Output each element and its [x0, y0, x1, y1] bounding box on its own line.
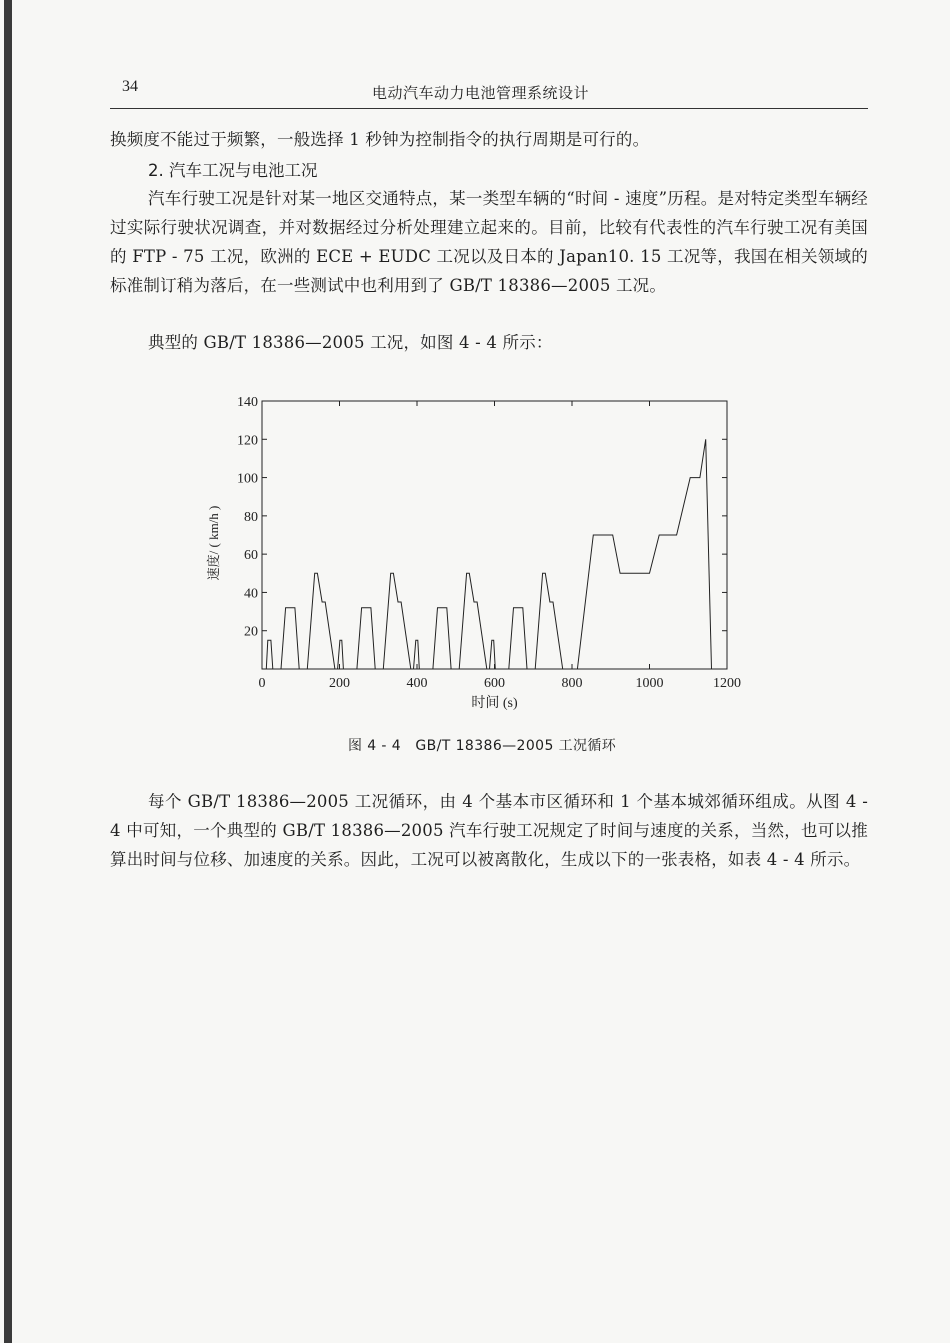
page-edge-shadow [4, 0, 12, 1343]
paragraph-4: 每个 GB/T 18386—2005 工况循环，由 4 个基本市区循环和 1 个基本城郊循环组成。从图 4 - 4 中可知，一个典型的 GB/T 18386—2005 汽车行驶工况规定了时间与速度的关系，当然，也可以推算出时间与位移、加速度的关系。因此，工况可以被离散化，生成以下的一张表格，如表 4 - 4 所示。 [110, 792, 868, 869]
x-tick-label: 200 [329, 676, 350, 691]
x-tick-label: 600 [484, 676, 505, 691]
y-tick-label: 40 [244, 586, 258, 602]
x-tick-label: 1200 [713, 676, 741, 691]
tick-group [237, 395, 741, 691]
y-tick-label: 100 [237, 471, 258, 487]
running-title: 电动汽车动力电池管理系统设计 [372, 84, 590, 102]
paragraph-3: 典型的 GB/T 18386—2005 工况，如图 4 - 4 所示： [148, 333, 553, 352]
page-header [110, 74, 868, 109]
y-tick-label: 20 [244, 624, 258, 640]
chart-svg [200, 385, 760, 715]
x-tick-label: 1000 [635, 676, 664, 691]
y-tick-label: 80 [244, 509, 258, 525]
speed-time-chart [200, 385, 760, 715]
plot-frame [262, 401, 727, 669]
paragraph-2: 汽车行驶工况是针对某一地区交通特点，某一类型车辆的“时间 - 速度”历程。是对特定类型车辆经过实际行驶状况调查，并对数据经过分析处理建立起来的。目前，比较有代表性的汽车行驶工况有美国的 FTP - 75 工况，欧洲的 ECE + EUDC 工况以及日本的 Japan10. 15 工况等，我国在相关领域的标准制订稍为落后，在一些测试中也利用到了 GB/T 18386—2005 工况。 [110, 189, 868, 295]
x-tick-label: 400 [406, 676, 428, 691]
paragraph-1: 换频度不能过于频繁，一般选择 1 秒钟为控制指令的执行周期是可行的。 [110, 130, 650, 149]
y-tick-label: 120 [237, 433, 258, 449]
page-number: 34 [122, 78, 138, 95]
y-tick-label: 140 [237, 395, 258, 410]
y-axis-label: 速度/ ( km/h ) [206, 505, 221, 581]
x-tick-label: 0 [258, 676, 266, 691]
speed-series-line [262, 439, 712, 669]
x-axis-label: 时间 (s) [471, 696, 518, 711]
x-tick-label: 800 [561, 676, 583, 691]
section-heading: 2. 汽车工况与电池工况 [148, 161, 318, 180]
figure-caption: 图 4 - 4 GB/T 18386—2005 工况循环 [348, 738, 617, 754]
y-tick-label: 60 [244, 548, 258, 564]
